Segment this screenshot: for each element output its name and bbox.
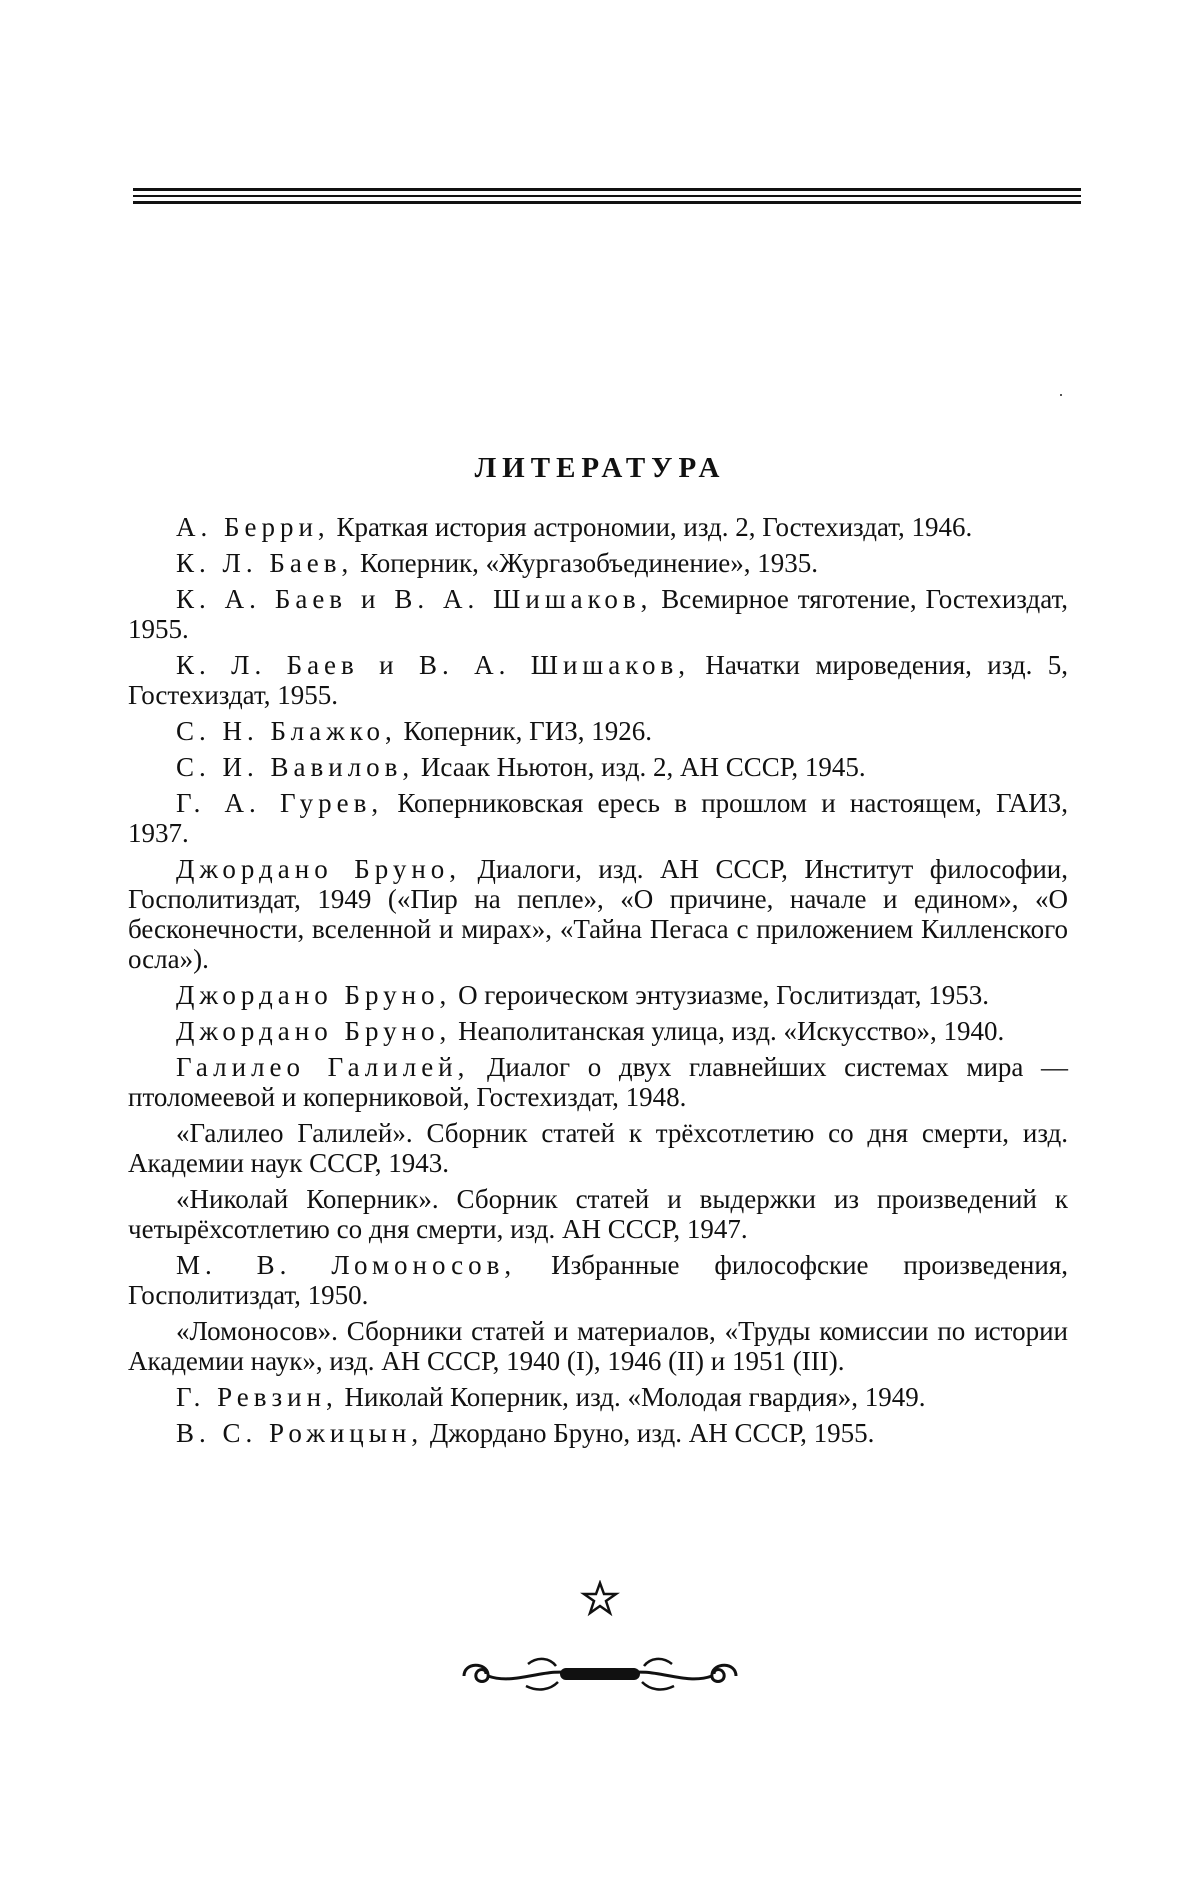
reference-author: К. А. Баев и В. А. Шишаков, xyxy=(176,584,653,614)
reference-text: Всемирное тяготение, Гостехиздат, 1955. xyxy=(128,584,1069,644)
reference-author: С. И. Вавилов, xyxy=(176,752,415,782)
reference-entry xyxy=(128,716,1068,746)
reference-entry xyxy=(128,1418,1068,1448)
reference-text: Джордано Бруно, изд. АН СССР, 1955. xyxy=(423,1418,875,1448)
star-ornament-icon xyxy=(0,1580,1200,1620)
reference-author: К. Л. Баев и В. А. Шишаков, xyxy=(176,650,690,680)
reference-author: Г. А. Гурев, xyxy=(176,788,384,818)
reference-text: Николай Коперник, изд. «Молодая гвардия», 1949. xyxy=(337,1382,926,1412)
reference-text: Краткая история астрономии, изд. 2, Гостехиздат, 1946. xyxy=(329,512,973,542)
reference-text: Неаполитанская улица, изд. «Искусство», 1940. xyxy=(451,1016,1005,1046)
reference-text: «Николай Коперник». Сборник статей и выдержки из произведений к четырёхсотлетию со дня смерти, изд. АН СССР, 1947. xyxy=(128,1184,1068,1244)
reference-entry xyxy=(128,788,1068,848)
reference-entry xyxy=(128,650,1068,710)
reference-author: Галилео Галилей, xyxy=(176,1052,470,1082)
reference-author: Джордано Бруно, xyxy=(176,980,452,1010)
reference-entry xyxy=(128,1184,1068,1244)
reference-author: А. Берри, xyxy=(176,512,330,542)
reference-list xyxy=(128,512,1068,1454)
reference-entry xyxy=(128,512,1068,542)
reference-text: Избранные философские произведения, Госполитиздат, 1950. xyxy=(128,1250,1068,1310)
reference-author: М. В. Ломоносов, xyxy=(176,1250,517,1280)
reference-text: Коперник, «Жургазобъединение», 1935. xyxy=(353,548,819,578)
reference-text: О героическом энтузиазме, Гослитиздат, 1953. xyxy=(451,980,989,1010)
reference-entry xyxy=(128,1052,1068,1112)
reference-entry xyxy=(128,1016,1068,1046)
reference-text: Диалог о двух главнейших системах мира — птоломеевой и коперниковой, Гостехиздат, 1948. xyxy=(128,1052,1068,1112)
reference-text: Исаак Ньютон, изд. 2, АН СССР, 1945. xyxy=(414,752,866,782)
reference-text: «Ломоносов». Сборники статей и материалов, «Труды комиссии по истории Академии наук», изд. АН СССР, 1940 (I), 1946 (II) и 1951 (III). xyxy=(128,1316,1068,1376)
reference-author: С. Н. Блажко, xyxy=(176,716,397,746)
reference-text: «Галилео Галилей». Сборник статей к трёхсотлетию со дня смерти, изд. Академии наук СССР, 1943. xyxy=(128,1118,1068,1178)
reference-author: Джордано Бруно, xyxy=(176,1016,452,1046)
top-double-rule xyxy=(133,188,1081,208)
reference-entry xyxy=(128,584,1068,644)
reference-entry xyxy=(128,1382,1068,1412)
reference-entry xyxy=(128,1118,1068,1178)
reference-text: Коперниковская ересь в прошлом и настоящем, ГАИЗ, 1937. xyxy=(128,788,1068,848)
page-speck xyxy=(1060,394,1062,396)
page-title: ЛИТЕРАТУРА xyxy=(474,452,726,484)
reference-entry xyxy=(128,1316,1068,1376)
swirl-ornament-icon xyxy=(456,1650,744,1698)
reference-author: В. С. Рожицын, xyxy=(176,1418,424,1448)
reference-author: Джордано Бруно, xyxy=(176,854,462,884)
reference-entry xyxy=(128,1250,1068,1310)
reference-text: Диалоги, изд. АН СССР, Институт философии, Госполитиздат, 1949 («Пир на пепле», «О причине, начале и едином», «О бесконечности, вселенной и мирах», «Тайна Пегаса с приложением Килленского осла»). xyxy=(128,854,1068,974)
reference-text: Коперник, ГИЗ, 1926. xyxy=(396,716,653,746)
reference-author: К. Л. Баев, xyxy=(176,548,354,578)
reference-entry xyxy=(128,854,1068,974)
reference-entry xyxy=(128,548,1068,578)
reference-entry xyxy=(128,752,1068,782)
reference-author: Г. Ревзин, xyxy=(176,1382,338,1412)
reference-entry xyxy=(128,980,1068,1010)
reference-text: Начатки мироведения, изд. 5, Гостехиздат, 1955. xyxy=(128,650,1068,710)
